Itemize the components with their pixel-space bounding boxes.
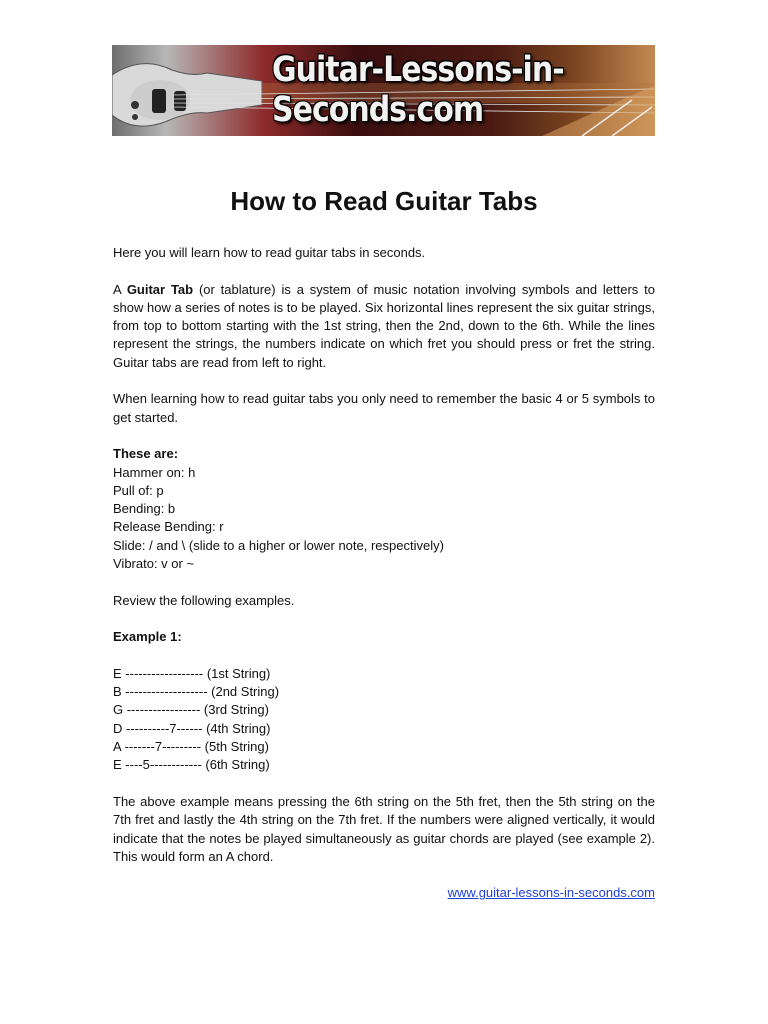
review-paragraph: Review the following examples. [113,592,295,608]
definition-prefix: A [113,281,127,297]
document-body [113,184,655,903]
learning-paragraph: When learning how to read guitar tabs you only need to remember the basic 4 or 5 symbols to get started. [113,391,655,425]
tab-line: A -------7--------- (5th String) [113,739,269,755]
footer-link-row [113,884,655,902]
symbol-item: Hammer on: h [113,464,196,480]
symbol-item: Vibrato: v or ~ [113,556,195,572]
symbols-heading: These are: [113,446,179,462]
tab-line: B ------------------- (2nd String) [113,684,280,700]
example1-heading: Example 1: [113,629,182,645]
symbol-item: Pull of: p [113,482,164,498]
example1-tab [113,665,655,775]
footer-site-link[interactable]: www.guitar-lessons-in-seconds.com [447,885,655,901]
tab-line: G ----------------- (3rd String) [113,702,269,718]
page-title: How to Read Guitar Tabs [230,186,538,216]
tab-line: D ----------7------ (4th String) [113,720,271,736]
tab-line: E ----5------------ (6th String) [113,757,270,773]
site-banner [112,45,655,136]
symbols-list [113,445,655,573]
definition-body: (or tablature) is a system of music notation involving symbols and letters to show how a series of notes is to be played. Six horizontal lines represent the six guitar strings, from top to bottom starting with the 1st string, then the 2nd, down to the 6th. While the lines represent the strings, the numbers indicate on which fret you should press or fret the string. Guitar tabs are read from left to right. [113,281,655,370]
banner-logo-text: Guitar-Lessons-in-Seconds.com [272,49,564,131]
symbol-item: Release Bending: r [113,519,224,535]
definition-term: Guitar Tab [126,281,194,297]
symbol-item: Slide: / and \ (slide to a higher or lower note, respectively) [113,537,444,553]
intro-paragraph: Here you will learn how to read guitar tabs in seconds. [113,245,426,260]
symbol-item: Bending: b [113,501,176,517]
tab-line: E ------------------ (1st String) [113,665,271,681]
explanation-paragraph: The above example means pressing the 6th string on the 5th fret, then the 5th string on the 7th fret and lastly the 4th string on the 7th fret. If the numbers were aligned vertically, it would indicate that the notes be played simultaneously as guitar chords are played (see example 2). This would form an A chord. [113,793,655,864]
definition-paragraph [113,281,655,372]
